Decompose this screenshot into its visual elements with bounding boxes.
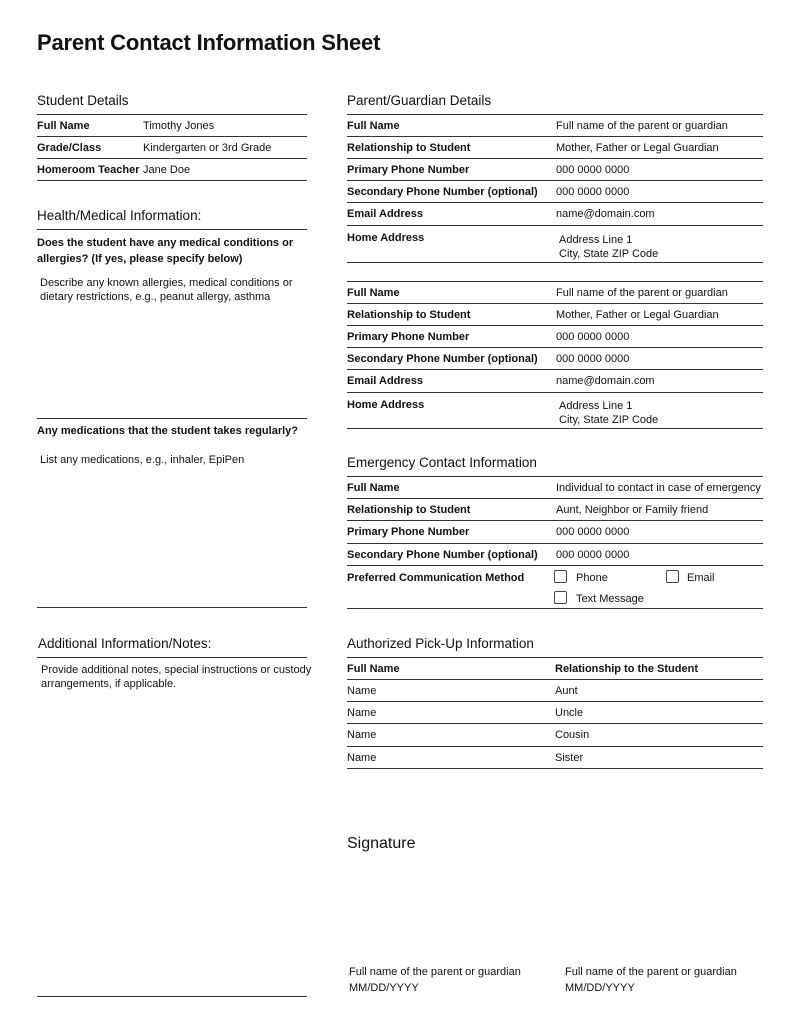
field-value[interactable]: Mother, Father or Legal Guardian [556,309,719,321]
field-value[interactable]: 000 0000 0000 [556,186,630,198]
field-label: Full Name [37,120,90,132]
pickup-name[interactable]: Name [347,729,377,741]
guardian2-address-value[interactable] [559,399,658,427]
guardian2-row-primary-phone [347,326,763,348]
pickup-relation[interactable]: Aunt [555,685,578,697]
guardian2-row-email [347,370,763,392]
table-row [347,702,763,724]
address-line: City, State ZIP Code [559,248,659,260]
emergency-row-full-name [347,477,763,499]
guardian1-row-secondary-phone [347,181,763,203]
notes-line: arrangements, if applicable. [41,678,177,690]
student-row-grade [37,137,307,159]
parent-details-title: Parent/Guardian Details [347,93,492,108]
medical-answer-line: Describe any known allergies, medical conditions or [40,277,293,289]
field-label: Email Address [347,208,424,220]
emergency-row-primary-phone [347,521,763,543]
field-value[interactable]: Mother, Father or Legal Guardian [556,142,719,154]
pickup-relation[interactable]: Cousin [555,729,590,741]
field-value[interactable]: Timothy Jones [143,120,215,132]
field-value[interactable]: 000 0000 0000 [556,526,630,538]
signature-date: MM/DD/YYYY [565,982,635,994]
divider [37,996,307,997]
pickup-name[interactable]: Name [347,752,377,764]
field-value[interactable]: Kindergarten or 3rd Grade [143,142,272,154]
medical-answer-line: dietary restrictions, e.g., peanut allergy, asthma [40,291,271,303]
emergency-title: Emergency Contact Information [347,455,537,470]
divider [347,225,763,226]
student-row-teacher [37,159,307,181]
pickup-relation[interactable]: Sister [555,752,584,764]
student-details-title: Student Details [37,93,129,108]
signature-date: MM/DD/YYYY [349,982,419,994]
field-label: Primary Phone Number [347,164,470,176]
pickup-name[interactable]: Name [347,685,377,697]
guardian2-row-full-name [347,282,763,304]
field-value[interactable]: Full name of the parent or guardian [556,120,728,132]
divider [347,768,763,769]
signature-title: Signature [347,835,416,852]
guardian1-row-relationship [347,137,763,159]
field-label: Full Name [347,120,400,132]
student-row-full-name [37,115,307,137]
column-header: Full Name [347,663,400,675]
field-label: Relationship to Student [347,309,471,321]
field-label: Grade/Class [37,142,102,154]
field-label: Relationship to Student [347,142,471,154]
signature-name: Full name of the parent or guardian [565,966,737,978]
guardian1-row-full-name [347,115,763,137]
address-line: Address Line 1 [559,234,633,246]
text-message-option-label: Text Message [576,593,644,605]
guardian1-address-label: Home Address [347,232,425,244]
divider [37,657,307,658]
table-row [347,680,763,702]
medical-question [37,235,293,267]
communication-method-label: Preferred Communication Method [347,572,525,584]
field-label: Secondary Phone Number (optional) [347,549,538,561]
guardian2-row-secondary-phone [347,348,763,370]
table-row [347,747,763,769]
phone-option-label: Phone [576,572,608,584]
guardian1-row-email [347,203,763,225]
field-value[interactable]: 000 0000 0000 [556,164,630,176]
divider [347,428,763,429]
medical-question-line: Does the student have any medical conditions or [37,237,294,249]
guardian1-address-value[interactable] [559,233,658,261]
medications-answer[interactable]: List any medications, e.g., inhaler, EpiPen [40,454,245,466]
field-value[interactable]: name@domain.com [556,208,655,220]
divider [37,180,307,181]
field-label: Homeroom Teacher [37,164,140,176]
medical-answer[interactable] [40,276,293,304]
field-label: Relationship to Student [347,504,471,516]
field-value[interactable]: name@domain.com [556,375,655,387]
text-message-checkbox[interactable] [554,591,567,604]
divider [347,262,763,263]
emergency-row-secondary-phone [347,544,763,566]
field-label: Primary Phone Number [347,331,470,343]
email-checkbox[interactable] [666,570,679,583]
field-label: Full Name [347,482,400,494]
field-label: Primary Phone Number [347,526,470,538]
field-label: Secondary Phone Number (optional) [347,353,538,365]
field-label: Email Address [347,375,424,387]
signature-block-2[interactable] [565,964,737,996]
table-row [347,724,763,746]
guardian1-row-primary-phone [347,159,763,181]
pickup-name[interactable]: Name [347,707,377,719]
notes-title: Additional Information/Notes: [38,636,212,651]
medical-question-line: allergies? (If yes, please specify below) [37,253,243,265]
notes-line: Provide additional notes, special instructions or custody [41,664,312,676]
field-value[interactable]: Jane Doe [143,164,191,176]
email-option-label: Email [687,572,715,584]
divider [347,392,763,393]
signature-name: Full name of the parent or guardian [349,966,521,978]
field-value[interactable]: Aunt, Neighbor or Family friend [556,504,709,516]
pickup-title: Authorized Pick-Up Information [347,636,534,651]
divider [37,607,307,608]
divider [347,608,763,609]
field-value[interactable]: 000 0000 0000 [556,353,630,365]
pickup-header-row [347,658,763,680]
field-value[interactable]: 000 0000 0000 [556,549,630,561]
notes-text[interactable] [41,663,311,691]
field-value[interactable]: 000 0000 0000 [556,331,630,343]
divider [37,229,307,230]
column-header: Relationship to the Student [555,663,698,675]
page-title: Parent Contact Information Sheet [37,30,381,55]
medications-question: Any medications that the student takes regularly? [37,425,299,437]
field-value[interactable]: Individual to contact in case of emergency [556,482,761,494]
emergency-row-relationship [347,499,763,521]
field-value[interactable]: Full name of the parent or guardian [556,287,728,299]
divider [347,565,763,566]
address-line: City, State ZIP Code [559,414,659,426]
field-label: Full Name [347,287,400,299]
pickup-relation[interactable]: Uncle [555,707,584,719]
address-line: Address Line 1 [559,400,633,412]
health-title: Health/Medical Information: [37,208,202,223]
field-label: Secondary Phone Number (optional) [347,186,538,198]
guardian2-address-label: Home Address [347,399,425,411]
guardian2-row-relationship [347,304,763,326]
phone-checkbox[interactable] [554,570,567,583]
signature-block-1[interactable] [349,964,521,996]
divider [37,418,307,419]
